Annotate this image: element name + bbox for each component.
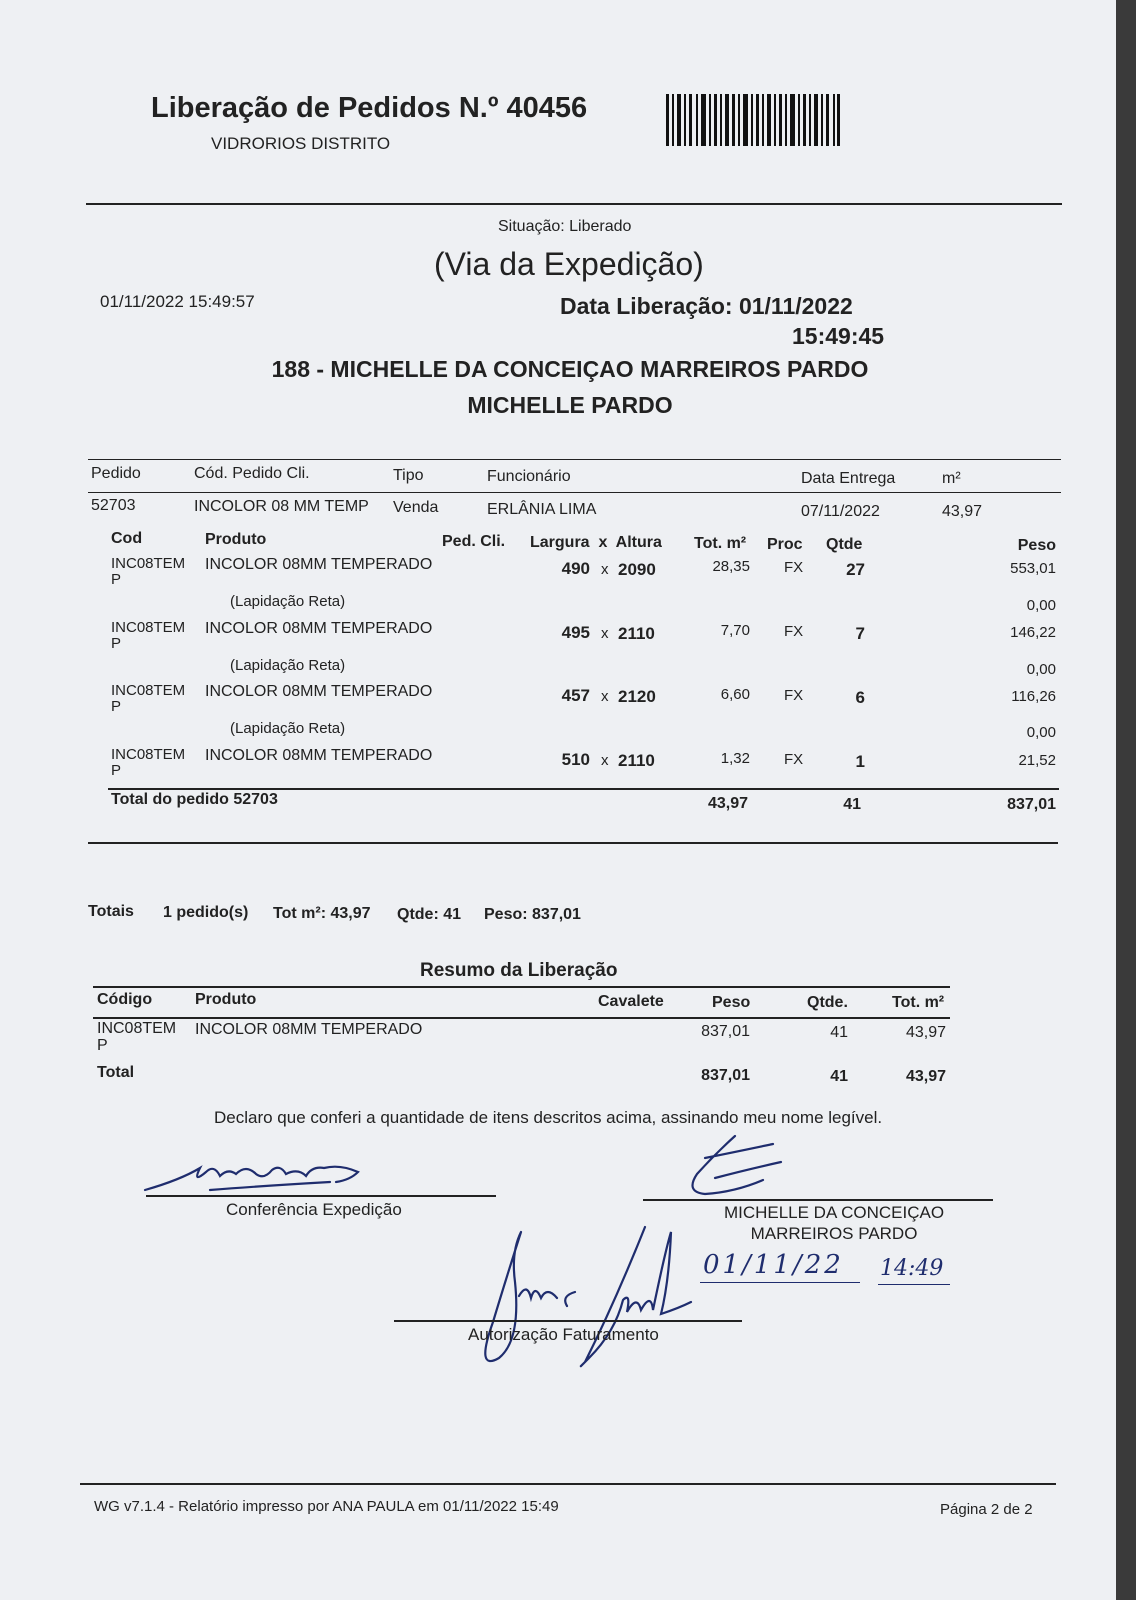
totais-label: Totais: [88, 903, 134, 920]
via-expedicao: (Via da Expedição): [434, 246, 704, 282]
item-cod-cont: P: [111, 571, 122, 588]
item-produto: INCOLOR 08MM TEMPERADO: [205, 620, 433, 637]
resumo-col-cavalete: Cavalete: [598, 993, 664, 1010]
resumo-row-peso: 837,01: [701, 1023, 750, 1040]
totais-qtde: Qtde: 41: [397, 906, 462, 923]
item-cod: INC08TEM: [111, 746, 186, 763]
item-tot-m2: 1,32: [720, 750, 750, 767]
item-largura: 495: [561, 623, 590, 642]
item-qtde: 6: [855, 688, 865, 707]
item-cod-cont: P: [111, 762, 122, 779]
col-m2: m²: [942, 470, 961, 487]
resumo-col-peso: Peso: [712, 994, 751, 1011]
autorizacao-signature-line: [394, 1320, 742, 1322]
resumo-col-tot-m2: Tot. m²: [892, 994, 945, 1011]
resumo-row-codigo: INC08TEM: [97, 1020, 177, 1037]
resumo-top-line: [93, 986, 950, 988]
pedido-section-bottom-line: [88, 842, 1058, 844]
printed-datetime: 01/11/2022 15:49:57: [100, 292, 255, 311]
item-peso: 21,52: [1018, 752, 1056, 769]
pedido-total-m2: 43,97: [707, 795, 748, 812]
item-col-qtde: Qtde: [826, 536, 863, 553]
item-proc: FX: [784, 623, 804, 640]
item-acabamento: (Lapidação Reta): [230, 593, 346, 610]
resumo-total-label: Total: [97, 1064, 135, 1081]
footer-divider: [80, 1483, 1056, 1485]
resumo-title: Resumo da Liberação: [420, 960, 618, 981]
pedido-m2: 43,97: [942, 503, 983, 520]
resumo-col-produto: Produto: [195, 991, 257, 1008]
col-funcionario: Funcionário: [487, 468, 571, 485]
footer-report-info: WG v7.1.4 - Relatório impresso por ANA PAULA em 01/11/2022 15:49: [94, 1498, 559, 1515]
situacao: Situação: Liberado: [498, 218, 632, 235]
pedido-funcionario: ERLÂNIA LIMA: [487, 501, 597, 518]
item-peso: 116,26: [1011, 688, 1056, 705]
item-altura: 2090: [618, 560, 656, 579]
resumo-row-produto: INCOLOR 08MM TEMPERADO: [195, 1021, 423, 1038]
pedido-total-line: [108, 788, 1059, 790]
resumo-col-codigo: Código: [97, 991, 153, 1008]
item-altura: 2110: [618, 624, 655, 643]
item-acabamento-peso: 0,00: [1026, 661, 1056, 678]
item-largura: 490: [561, 559, 590, 578]
totais-m2: Tot m²: 43,97: [273, 905, 371, 922]
item-acabamento: (Lapidação Reta): [230, 720, 346, 737]
totais-peso: Peso: 837,01: [484, 906, 581, 923]
item-qtde: 27: [846, 560, 865, 579]
item-acabamento-peso: 0,00: [1026, 597, 1056, 614]
pedido-data-entrega: 07/11/2022: [801, 503, 880, 520]
pedido-total-label: Total do pedido 52703: [111, 791, 278, 808]
header-divider: [86, 203, 1062, 205]
declaracao-text: Declaro que conferi a quantidade de itens descritos acima, assinando meu nome legível.: [214, 1108, 883, 1127]
item-col-peso: Peso: [1017, 537, 1056, 554]
item-produto: INCOLOR 08MM TEMPERADO: [205, 747, 433, 764]
item-acabamento-peso: 0,00: [1026, 724, 1056, 741]
footer-page-number: Página 2 de 2: [940, 1501, 1033, 1518]
signature-cliente: [685, 1134, 795, 1204]
item-x: x: [601, 752, 609, 769]
item-x: x: [601, 625, 609, 642]
signature-autorizacao: [465, 1222, 705, 1372]
col-data-entrega: Data Entrega: [801, 470, 896, 487]
item-cod: INC08TEM: [111, 555, 186, 572]
item-col-proc: Proc: [767, 536, 803, 553]
item-col-largura-altura: Largura x Altura: [530, 534, 662, 551]
item-x: x: [601, 561, 609, 578]
item-cod: INC08TEM: [111, 682, 186, 699]
item-col-cod: Cod: [111, 530, 143, 547]
pedido-header-bottom-line: [88, 492, 1061, 493]
resumo-total-qtde: 41: [830, 1068, 848, 1085]
item-tot-m2: 28,35: [712, 558, 750, 575]
col-cod-pedido-cli: Cód. Pedido Cli.: [194, 465, 310, 482]
barcode-image: [666, 94, 840, 146]
company-name: VIDRORIOS DISTRITO: [211, 134, 391, 153]
item-cod: INC08TEM: [111, 619, 186, 636]
cliente-signature-line: [643, 1199, 993, 1201]
totais-pedidos: 1 pedido(s): [163, 904, 249, 921]
item-altura: 2120: [618, 687, 656, 706]
signature-conferencia: [140, 1150, 380, 1200]
item-qtde: 7: [855, 624, 865, 643]
handwritten-date: 01/11/22: [703, 1250, 844, 1280]
item-tot-m2: 6,60: [720, 686, 750, 703]
item-proc: FX: [784, 559, 804, 576]
item-x: x: [601, 688, 609, 705]
pedido-cod-cli: INCOLOR 08 MM TEMP: [194, 498, 369, 515]
item-produto: INCOLOR 08MM TEMPERADO: [205, 683, 433, 700]
item-cod-cont: P: [111, 635, 122, 652]
cliente-apelido: MICHELLE PARDO: [467, 392, 673, 418]
pedido-header-top-line: [88, 459, 1061, 460]
item-largura: 457: [561, 686, 590, 705]
handwritten-date-underline: [700, 1282, 860, 1283]
item-col-ped-cli: Ped. Cli.: [442, 533, 506, 550]
item-largura: 510: [561, 750, 590, 769]
resumo-row-tot-m2: 43,97: [905, 1024, 946, 1041]
item-peso: 553,01: [1010, 560, 1056, 577]
conferencia-label: Conferência Expedição: [226, 1200, 402, 1219]
item-peso: 146,22: [1010, 624, 1056, 641]
conferencia-signature-line: [146, 1195, 496, 1197]
pedido-numero: 52703: [91, 497, 136, 514]
pedido-tipo: Venda: [393, 499, 439, 516]
item-altura: 2110: [618, 751, 655, 770]
item-produto: INCOLOR 08MM TEMPERADO: [205, 556, 433, 573]
col-tipo: Tipo: [393, 467, 424, 484]
item-acabamento: (Lapidação Reta): [230, 657, 346, 674]
item-col-produto: Produto: [205, 531, 267, 548]
autorizacao-label: Autorização Faturamento: [468, 1325, 659, 1344]
cliente-sign-name-1: MICHELLE DA CONCEIÇAO: [723, 1203, 945, 1222]
item-col-tot-m2: Tot. m²: [694, 535, 747, 552]
handwritten-time: 14:49: [880, 1256, 944, 1281]
data-liberacao: Data Liberação: 01/11/2022: [560, 293, 853, 319]
cliente-nome: 188 - MICHELLE DA CONCEIÇAO MARREIROS PARDO: [271, 356, 869, 382]
pedido-total-qtde: 41: [843, 796, 861, 813]
resumo-row-codigo-cont: P: [97, 1037, 108, 1054]
resumo-col-qtde: Qtde.: [807, 994, 848, 1011]
resumo-total-tot-m2: 43,97: [905, 1068, 946, 1085]
item-cod-cont: P: [111, 698, 122, 715]
item-qtde: 1: [855, 752, 865, 771]
item-tot-m2: 7,70: [720, 622, 750, 639]
item-proc: FX: [784, 687, 804, 704]
cliente-sign-name-2: MARREIROS PARDO: [750, 1224, 918, 1243]
item-proc: FX: [784, 751, 804, 768]
handwritten-time-underline: [878, 1284, 950, 1285]
resumo-header-line: [93, 1017, 950, 1019]
document-title: Liberação de Pedidos N.º 40456: [151, 92, 588, 124]
col-pedido: Pedido: [91, 465, 141, 482]
resumo-row-qtde: 41: [830, 1024, 848, 1041]
resumo-total-peso: 837,01: [701, 1067, 750, 1084]
pedido-total-peso: 837,01: [1007, 796, 1056, 813]
hora-liberacao: 15:49:45: [792, 323, 885, 349]
